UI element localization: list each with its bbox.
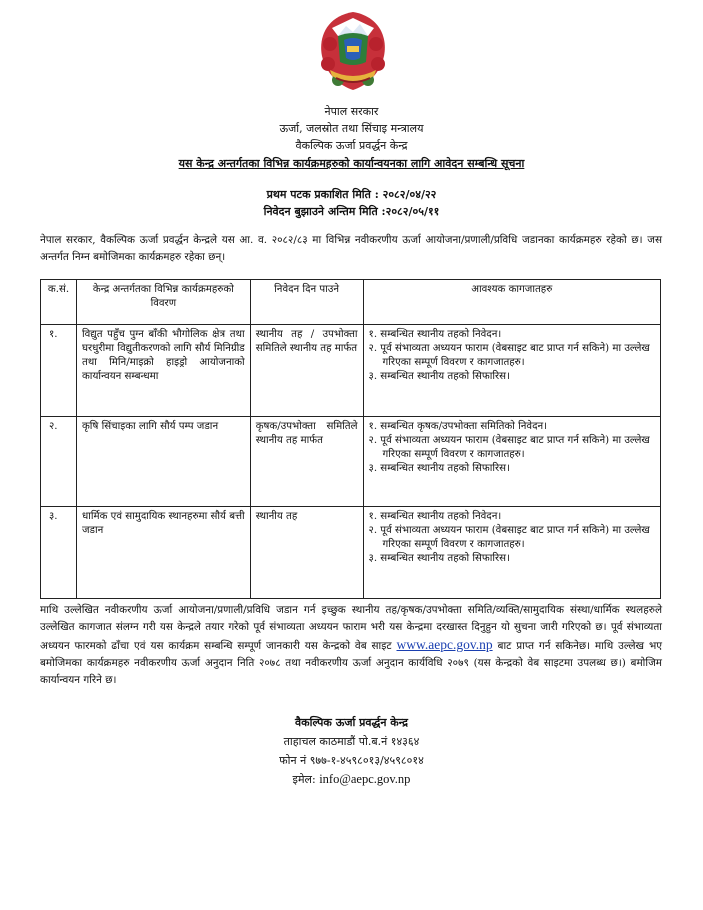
- doc-item: १. सम्बन्धित स्थानीय तहको निवेदन।: [368, 511, 502, 522]
- doc-item: १. सम्बन्धित स्थानीय तहको निवेदन।: [368, 329, 502, 340]
- table-header-row: [41, 280, 661, 325]
- closing-text-2: बाट प्राप्त गर्न सकिनेछ। माथि उल्लेख भए बमोजिमका कार्यक्रमहरु नवीकरणीय ऊर्जा अनुदान निति २०७८ तथा नवीकरणीय ऊर्जा अनुदान कार्यविधि २०७९ (यस केन्द्रको वेब साइटमा उपलब्ध छ।) बमोजिम कार्यान्वयन गरिने छ।: [40, 640, 662, 686]
- row-channel: स्थानीय तह / उपभोक्ता समितिले स्थानीय तह मार्फत: [250, 325, 363, 417]
- row-program: विद्युत पहुँच पुग्न बाँकी भौगोलिक क्षेत्र तथा घरधुरीमा विद्युतीकरणको लागि सौर्य मिनिग्रीड तथा मिनि/माइक्रो हाइड्रो आयोजनाको कार्यान्वयन सम्बन्धमा: [76, 325, 250, 417]
- notice-title: यस केन्द्र अन्तर्गतका विभिन्न कार्यक्रमहरुको कार्यान्वयनका लागि आवेदन सम्बन्धि सूचना: [178, 157, 525, 170]
- header-program: केन्द्र अन्तर्गतका विभिन्न कार्यक्रमहरुको विवरण: [76, 280, 250, 325]
- nepal-government-emblem-icon: [308, 6, 398, 96]
- header-docs: आवश्यक कागजातहरु: [363, 280, 660, 325]
- table-row: [41, 325, 661, 417]
- application-deadline: निवेदन बुझाउने अन्तिम मिति :२०८२/०५/११: [263, 205, 440, 218]
- row-sn: ३.: [41, 507, 77, 599]
- doc-item: ३. सम्बन्धित स्थानीय तहको सिफारिस।: [368, 463, 510, 474]
- row-channel: कृषक/उपभोक्ता समितिले स्थानीय तह मार्फत: [250, 417, 363, 507]
- website-link[interactable]: www.aepc.gov.np: [396, 637, 493, 652]
- table-row: [41, 417, 661, 507]
- row-sn: २.: [41, 417, 77, 507]
- footer-email-line: [0, 771, 703, 788]
- government-name: नेपाल सरकार: [324, 105, 379, 118]
- centre-name: वैकल्पिक ऊर्जा प्रवर्द्धन केन्द्र: [295, 139, 408, 152]
- closing-paragraph: [40, 602, 662, 689]
- doc-item: २. पूर्व संभाव्यता अध्ययन फाराम (वेबसाइट बाट प्राप्त गर्न सकिने) मा उल्लेख गरिएका सम्पूर्ण विवरण र कागजातहरु।: [368, 525, 650, 550]
- footer-address: ताहाचल काठमाडौं पो.ब.नं १४३६४: [283, 735, 420, 748]
- row-program: कृषि सिंचाइका लागि सौर्य पम्प जडान: [76, 417, 250, 507]
- ministry-name: ऊर्जा, जलस्रोत तथा सिंचाइ मन्त्रालय: [279, 122, 424, 135]
- row-docs: [363, 507, 660, 599]
- closing-text-1: माथि उल्लेखित नवीकरणीय ऊर्जा आयोजना/प्रणाली/प्रविधि जडान गर्न इच्छुक स्थानीय तह/कृषक/उपभोक्ता समिति/व्यक्ति/सामुदायिक संस्था/धार्मिक स्थलहरुले उल्लेखित कागजात संलग्न गरी यस केन्द्रले तयार गरेको पूर्व संभाव्यता अध्ययन फाराम भरी यस केन्द्रमा दरखास्त दिनुहुन यो सुचना जारी गरिएको छ। पूर्व संभाव्यता अध्ययन फारमको ढाँचा एवं यस कार्यक्रम सम्बन्धि सम्पूर्ण जानकारी यस केन्द्रको वेब साइट: [40, 604, 662, 652]
- doc-item: २. पूर्व संभाव्यता अध्ययन फाराम (वेबसाइट बाट प्राप्त गर्न सकिने) मा उल्लेख गरिएका सम्पूर्ण विवरण र कागजातहरु।: [368, 435, 650, 460]
- email-label: इमेल:: [292, 773, 316, 786]
- table-row: [41, 507, 661, 599]
- row-docs: [363, 325, 660, 417]
- email-address[interactable]: info@aepc.gov.np: [319, 772, 411, 786]
- header-sn: क.सं.: [41, 280, 77, 325]
- footer-phone: फोन नं ९७७-१-४५९८०१३/४५९८०१४: [279, 754, 424, 767]
- header-channel: निवेदन दिन पाउने: [250, 280, 363, 325]
- row-channel: स्थानीय तह: [250, 507, 363, 599]
- row-sn: १.: [41, 325, 77, 417]
- doc-item: १. सम्बन्धित कृषक/उपभोक्ता समितिको निवेदन।: [368, 421, 548, 432]
- programs-table: [40, 279, 661, 599]
- intro-paragraph: नेपाल सरकार, वैकल्पिक ऊर्जा प्रवर्द्धन केन्द्रले यस आ. व. २०८२/८३ मा विभिन्न नवीकरणीय ऊर्जा आयोजना/प्रणाली/प्रविधि जडानका कार्यक्रमहरु रहेको छ। जस अन्तर्गत निम्न बमोजिमका कार्यक्रमहरु रहेका छन्।: [40, 234, 662, 263]
- doc-item: २. पूर्व संभाव्यता अध्ययन फाराम (वेबसाइट बाट प्राप्त गर्न सकिने) मा उल्लेख गरिएका सम्पूर्ण विवरण र कागजातहरु।: [368, 343, 650, 368]
- row-docs: [363, 417, 660, 507]
- footer-org: वैकल्पिक ऊर्जा प्रवर्द्धन केन्द्र: [295, 716, 408, 729]
- published-date: प्रथम पटक प्रकाशित मिति : २०८२/०४/२२: [266, 188, 437, 201]
- doc-item: ३. सम्बन्धित स्थानीय तहको सिफारिस।: [368, 553, 510, 564]
- doc-item: ३. सम्बन्धित स्थानीय तहको सिफारिस।: [368, 371, 510, 382]
- row-program: धार्मिक एवं सामुदायिक स्थानहरुमा सौर्य बत्ती जडान: [76, 507, 250, 599]
